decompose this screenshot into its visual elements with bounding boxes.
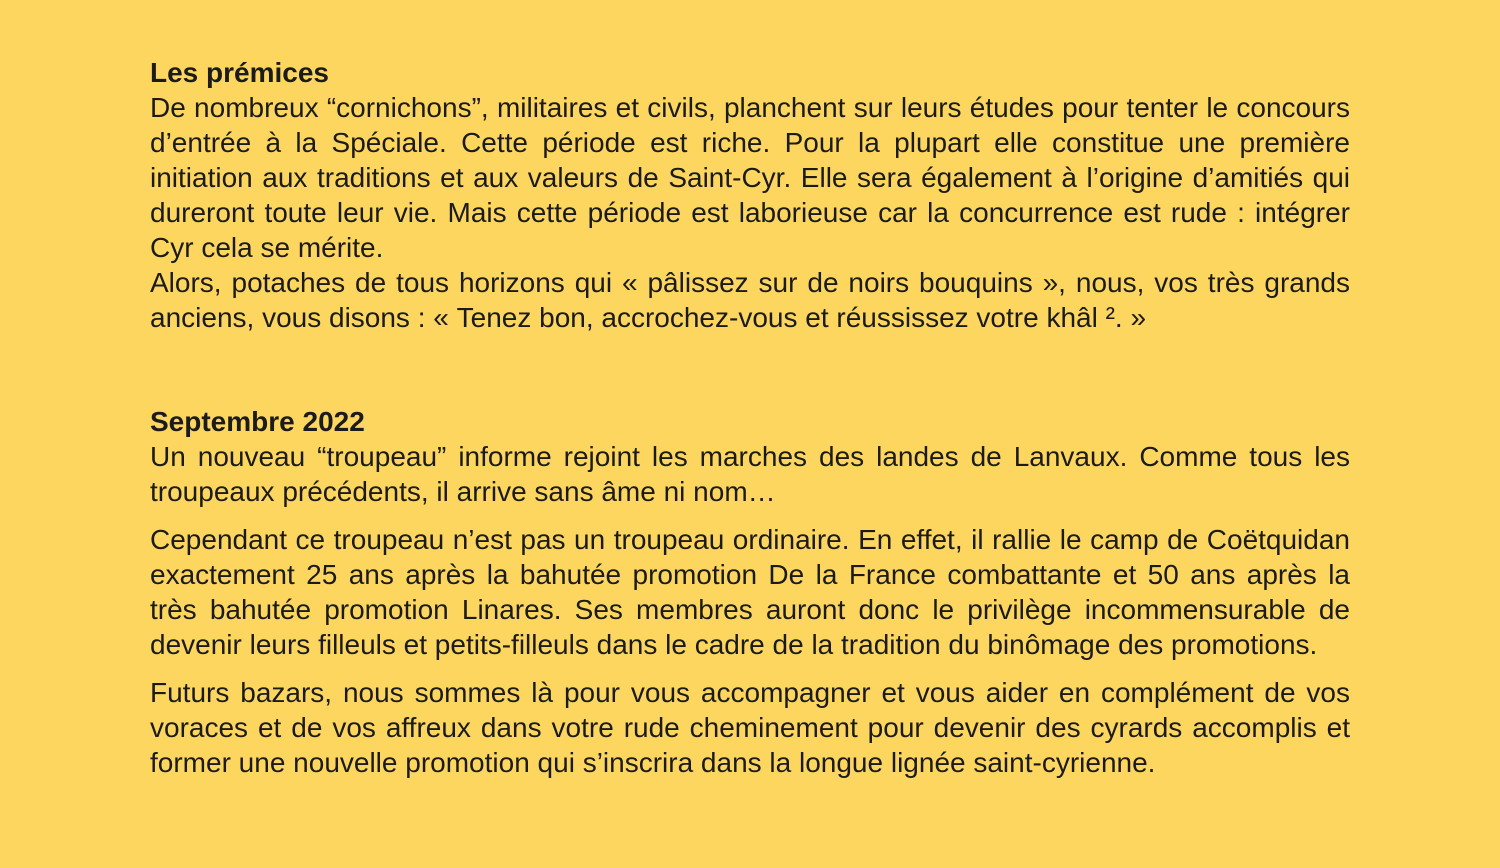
paragraph-septembre-troupeau: Un nouveau “troupeau” informe rejoint les marches des landes de Lanvaux. Comme tous les troupeaux précédents, il arrive sans âme ni nom… [150,441,1350,507]
paragraph-premices-intro: De nombreux “cornichons”, militaires et civils, planchent sur leurs études pour tenter le concours d’entrée à la Spéciale. Cette période est riche. Pour la plupart elle constitue une première initiation aux traditions et aux valeurs de Saint-Cyr. Elle sera également à l’origine d’amitiés qui dureront toute leur vie. Mais cette période est laborieuse car la concurrence est rude : intégrer Cyr cela se mérite. [150,92,1350,263]
document-page [150,0,1350,780]
paragraph-septembre-futurs-bazars: Futurs bazars, nous sommes là pour vous accompagner et vous aider en complément de vos voraces et de vos affreux dans votre rude cheminement pour devenir des cyrards accomplis et former une nouvelle promotion qui s’inscrira dans la longue lignée saint-cyrienne. [150,677,1350,778]
paragraph-septembre-cependant: Cependant ce troupeau n’est pas un troupeau ordinaire. En effet, il rallie le camp de Coëtquidan exactement 25 ans après la bahutée promotion De la France combattante et 50 ans après la très bahutée promotion Linares. Ses membres auront donc le privilège incommensurable de devenir leurs filleuls et petits-filleuls dans le cadre de la tradition du binômage des promotions. [150,524,1350,660]
paragraph-premices-potaches: Alors, potaches de tous horizons qui « pâlissez sur de noirs bouquins », nous, vos très grands anciens, vous disons : « Tenez bon, accrochez-vous et réussissez votre khâl ². » [150,267,1350,333]
section-les-premices [150,55,1350,335]
section-title-septembre-2022: Septembre 2022 [150,406,365,437]
section-title-les-premices: Les prémices [150,57,329,88]
section-septembre-2022 [150,404,1350,780]
